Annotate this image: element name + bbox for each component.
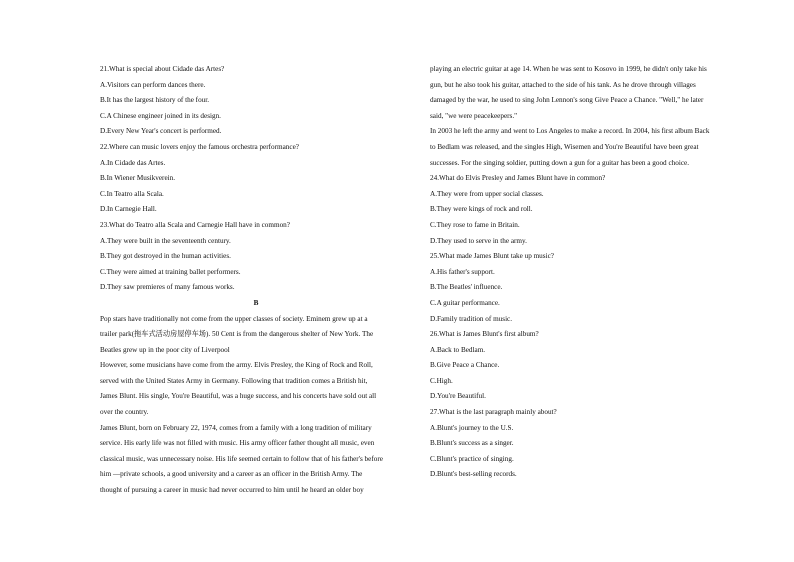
text-line: trailer park(拖车式活动房屋停车场). 50 Cent is from the dangerous shelter of New York. The xyxy=(100,330,374,339)
left-column xyxy=(100,62,412,499)
text-line: service. His early life was not filled with music. His army officer father thought all music, even xyxy=(100,439,375,448)
text-line: Beatles grew up in the poor city of Liverpool xyxy=(100,345,230,354)
text-line: C.A Chinese engineer joined in its design. xyxy=(100,111,221,120)
section-heading: B xyxy=(253,298,259,307)
text-line: 25.What made James Blunt take up music? xyxy=(430,252,554,261)
text-line: served with the United States Army in Germany. Following that tradition comes a British hit, xyxy=(100,376,368,385)
text-line: A.They were built in the seventeenth century. xyxy=(100,236,231,245)
text-line: D.They saw premieres of many famous works. xyxy=(100,283,235,292)
text-line: gun, but he also took his guitar, attached to the side of his tank. As he drove through villages xyxy=(430,80,696,89)
text-line: 22.Where can music lovers enjoy the famous orchestra performance? xyxy=(100,142,299,151)
text-line: A.They were from upper social classes. xyxy=(430,189,544,198)
text-line: successes. For the singing soldier, putting down a gun for a guitar has been a good choice. xyxy=(430,158,690,167)
text-line: James Blunt. His single, You're Beautiful, was a huge success, and his concerts have sold out all xyxy=(100,392,377,401)
text-line: C.They rose to fame in Britain. xyxy=(430,220,520,229)
text-line: 23.What do Teatro alla Scala and Carnegie Hall have in common? xyxy=(100,220,290,229)
text-line: D.You're Beautiful. xyxy=(430,392,486,401)
text-line: James Blunt, born on February 22, 1974, comes from a family with a long tradition of military xyxy=(100,423,372,432)
text-line: D.Blunt's best-selling records. xyxy=(430,470,517,479)
text-line: B.Give Peace a Chance. xyxy=(430,361,500,370)
text-line: 24.What do Elvis Presley and James Blunt have in common? xyxy=(430,174,606,183)
text-line: B.The Beatles' influence. xyxy=(430,283,503,292)
text-line: thought of pursuing a career in music had never occurred to him until he heard an older boy xyxy=(100,486,364,495)
questions-21-23 xyxy=(100,62,412,296)
text-line: playing an electric guitar at age 14. When he was sent to Kosovo in 1999, he didn't only take his xyxy=(430,65,707,73)
text-line: C.Blunt's practice of singing. xyxy=(430,454,514,463)
text-line: damaged by the war, he used to sing John Lennon's song Give Peace a Chance. "Well," he later xyxy=(430,96,704,105)
text-line: B.They were kings of rock and roll. xyxy=(430,205,533,214)
text-line: to Bedlam was released, and the singles High, Wisemen and You're Beautiful have been great xyxy=(430,142,699,151)
text-line: A.His father's support. xyxy=(430,267,495,276)
text-line: D.Every New Year's concert is performed. xyxy=(100,127,222,136)
text-line: Pop stars have traditionally not come from the upper classes of society. Eminem grew up at a xyxy=(100,314,368,323)
text-line: D.In Carnegie Hall. xyxy=(100,205,157,214)
text-line: 21.What is special about Cidade das Artes? xyxy=(100,65,225,73)
text-line: A.Blunt's journey to the U.S. xyxy=(430,423,514,432)
text-line: C.In Teatro alla Scala. xyxy=(100,189,164,198)
text-line: B.They got destroyed in the human activities. xyxy=(100,252,231,261)
text-line: 26.What is James Blunt's first album? xyxy=(430,330,539,339)
text-line: C.They were aimed at training ballet performers. xyxy=(100,267,241,276)
text-line: However, some musicians have come from the army. Elvis Presley, the King of Rock and Roll, xyxy=(100,361,373,370)
passage-b-continued-and-questions-24-27 xyxy=(430,62,742,483)
text-line: C.High. xyxy=(430,376,453,385)
text-line: B.In Wiener Musikverein. xyxy=(100,174,176,183)
text-line: B.Blunt's success as a singer. xyxy=(430,439,514,448)
text-line: C.A guitar performance. xyxy=(430,298,500,307)
text-line: him —private schools, a good university and a career as an officer in the British Army. The xyxy=(100,470,363,479)
text-line: A.Back to Bedlam. xyxy=(430,345,486,354)
text-line: B.It has the largest history of the four. xyxy=(100,96,210,105)
text-line: D.They used to serve in the army. xyxy=(430,236,527,245)
text-line: D.Family tradition of music. xyxy=(430,314,513,323)
text-line: In 2003 he left the army and went to Los Angeles to make a record. In 2004, his first album Back xyxy=(430,127,710,136)
text-line: said, "we were peacekeepers." xyxy=(430,111,518,120)
text-line: A.Visitors can perform dances there. xyxy=(100,80,206,89)
text-line: 27.What is the last paragraph mainly about? xyxy=(430,408,557,417)
text-line: classical music, was unnecessary noise. His life seemed certain to follow that of his father's before xyxy=(100,454,383,463)
text-line: over the country. xyxy=(100,408,149,417)
right-column xyxy=(430,62,742,483)
text-line: A.In Cidade das Artes. xyxy=(100,158,166,167)
passage-b-text xyxy=(100,312,412,499)
